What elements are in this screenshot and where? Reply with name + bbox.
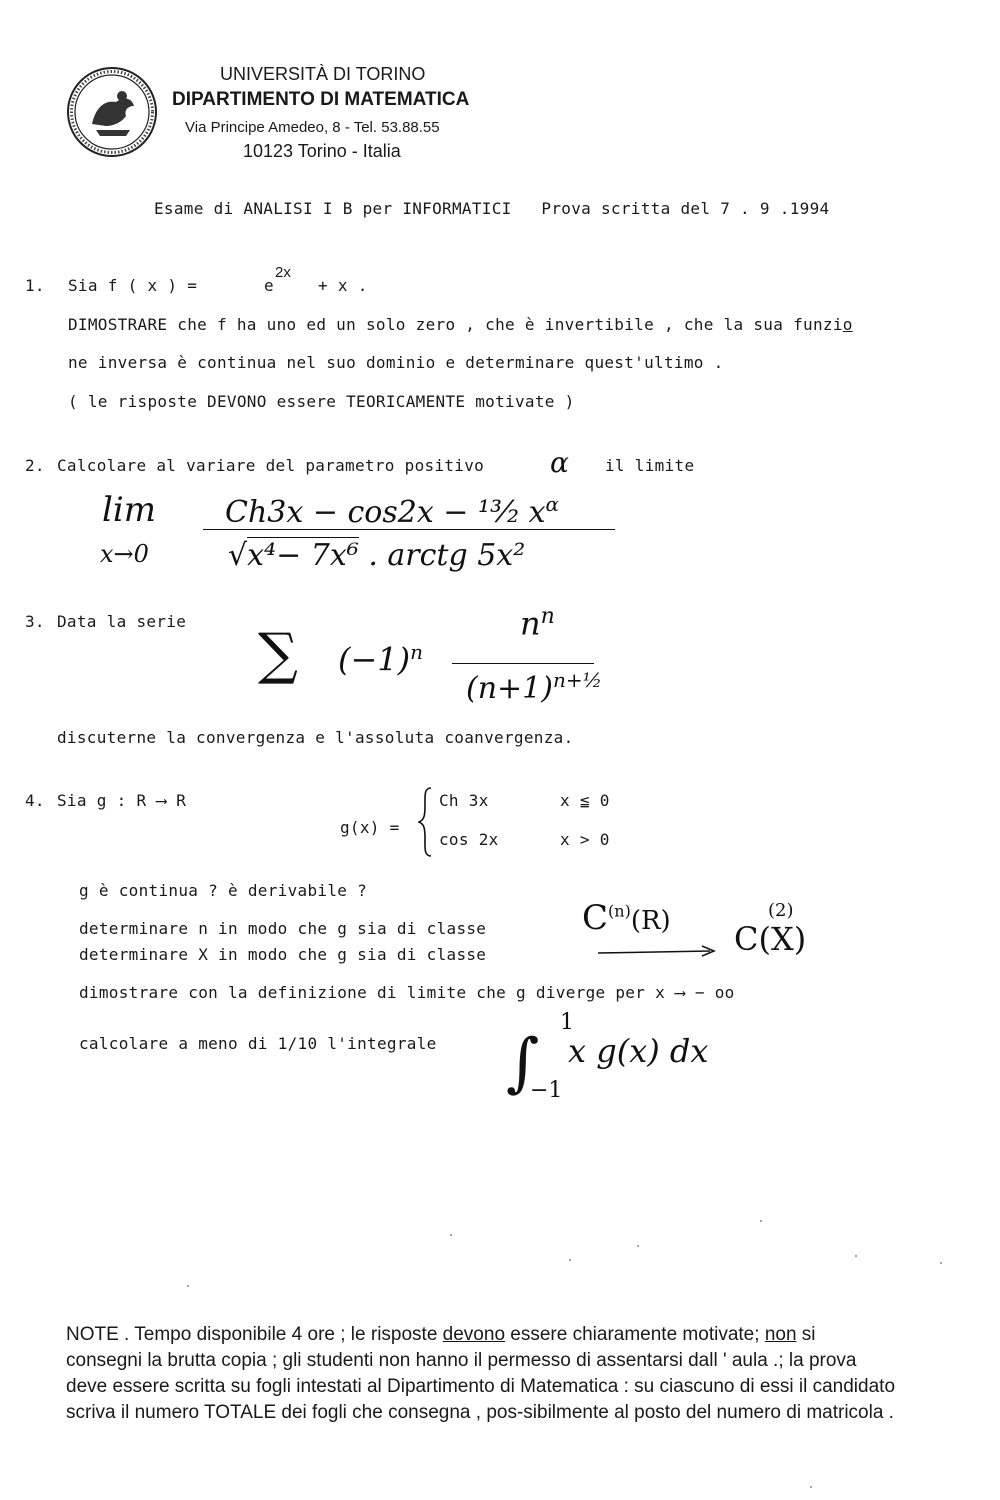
q1-line2	[68, 315, 853, 334]
q4-number: 4.	[25, 791, 45, 810]
q1-intro: Sia f ( x ) =	[68, 276, 198, 295]
q1-line3: ne inversa è continua nel suo dominio e determinare quest'ultimo .	[68, 353, 724, 372]
q4-class-b-c: C	[582, 898, 609, 938]
exam-title: Esame di ANALISI I B per INFORMATICI	[154, 199, 512, 218]
note-label: NOTE .	[66, 1324, 130, 1345]
q1-number: 1.	[25, 276, 45, 295]
q2-den-radicand: x⁴− 7x⁶	[247, 538, 359, 573]
q4-arrow-icon	[596, 944, 720, 958]
q4-integral-upper: 1	[560, 1010, 574, 1035]
q4-class-b-sup: (n)	[608, 901, 631, 921]
q1-line2-text: DIMOSTRARE che f ha uno ed un solo zero , che è invertibile , che la sua funzi	[68, 315, 843, 334]
university-name: UNIVERSITÀ DI TORINO	[220, 64, 426, 84]
q4-class-b-arg: (R)	[630, 906, 671, 936]
q4-case1-expr: Ch 3x	[439, 791, 489, 810]
q4-question-b: determinare n in modo che g sia di classe	[79, 919, 487, 938]
q4-integrand: x g(x) dx	[568, 1032, 709, 1070]
q2-den-root: √	[228, 538, 248, 573]
q1-line4: ( le risposte DEVONO essere TEORICAMENTE motivate )	[68, 392, 575, 411]
q4-question-c: determinare X in modo che g sia di classe	[79, 945, 487, 964]
q1-tail: + x .	[318, 276, 368, 295]
q2-denominator	[228, 538, 525, 573]
exam-note	[66, 1322, 896, 1426]
note-text-2: essere chiaramente motivate;	[505, 1324, 765, 1345]
q4-integral-lower: −1	[530, 1078, 563, 1103]
q2-lim: lim	[102, 490, 156, 530]
q3-frac-den	[466, 668, 602, 706]
q4-question-e: calcolare a meno di 1/10 l'integrale	[79, 1034, 437, 1053]
department-name: DIPARTIMENTO DI MATEMATICA	[172, 89, 470, 110]
q2-fraction-bar	[203, 529, 615, 530]
q3-number: 3.	[25, 612, 45, 631]
q3-frac-den-exp: n+½	[552, 668, 602, 692]
q3-term	[338, 640, 423, 679]
q4-case2-expr: cos 2x	[439, 830, 499, 849]
q1-exponent: 2x	[275, 264, 291, 281]
q2-numerator-text: Ch3x − cos2x − ¹³⁄₂ x	[225, 495, 546, 530]
note-text-1: Tempo disponibile 4 ore ; le risposte	[129, 1324, 443, 1345]
note-text-3: si consegni la brutta copia ; gli studenti non hanno il permesso di assentarsi dall ' aula .; la prova deve essere scritta su fogli intestati al Dipartimento di Matematica : su ciascuno di essi il candidato scriva il numero TOTALE dei fogli che consegna , pos-sibilmente al posto del numero di matricola .	[66, 1324, 896, 1423]
department-city: 10123 Torino - Italia	[243, 141, 401, 161]
q2-text: Calcolare al variare del parametro positivo	[57, 456, 485, 475]
q4-intro: Sia g : R ⟶ R	[57, 791, 187, 810]
department-address: Via Principe Amedeo, 8 - Tel. 53.88.55	[185, 119, 440, 136]
note-underlined-devono: devono	[442, 1324, 506, 1345]
q2-numerator	[225, 492, 559, 530]
q3-follow: discuterne la convergenza e l'assoluta coanvergenza.	[57, 728, 574, 747]
q2-lim-sub: x→0	[100, 540, 149, 568]
q4-integral-sign: ∫	[506, 1026, 540, 1100]
exam-title-line	[154, 199, 829, 218]
q1-line2-end: o	[842, 315, 853, 334]
q3-frac-num	[520, 604, 555, 643]
q3-sigma: ∑	[258, 622, 298, 687]
q2-alpha: α	[550, 446, 569, 479]
university-seal-icon	[66, 66, 158, 158]
q3-term-base: (−1)	[338, 640, 411, 679]
q4-class-c: C(X)	[734, 920, 807, 958]
q4-case1-cond: x ≦ 0	[560, 791, 610, 810]
q3-frac-num-exp: n	[540, 604, 555, 629]
q3-frac-den-base: (n+1)	[466, 671, 553, 706]
q3-fraction-bar	[452, 663, 594, 664]
q3-frac-num-base: n	[520, 604, 541, 643]
q4-case2-cond: x > 0	[560, 830, 610, 849]
q2-numerator-exp: α	[545, 492, 560, 516]
q4-class-b	[582, 898, 671, 938]
q4-question-a: g è continua ? è derivabile ?	[79, 881, 368, 900]
q2-number: 2.	[25, 456, 45, 475]
note-underlined-non: non	[764, 1324, 797, 1345]
exam-date: Prova scritta del 7 . 9 .1994	[541, 199, 830, 218]
q4-gx: g(x) =	[340, 818, 400, 837]
q4-class-c-sup: (2)	[768, 900, 794, 921]
q2-den-rest: . arctg 5x²	[368, 538, 526, 573]
q4-question-d: dimostrare con la definizione di limite che g diverge per x ⟶ − oo	[79, 983, 735, 1002]
q2-text-after: il limite	[605, 456, 695, 475]
q3-term-exp: n	[410, 640, 424, 664]
q1-base: e	[264, 276, 274, 295]
q3-text: Data la serie	[57, 612, 187, 631]
q4-brace	[418, 786, 432, 858]
